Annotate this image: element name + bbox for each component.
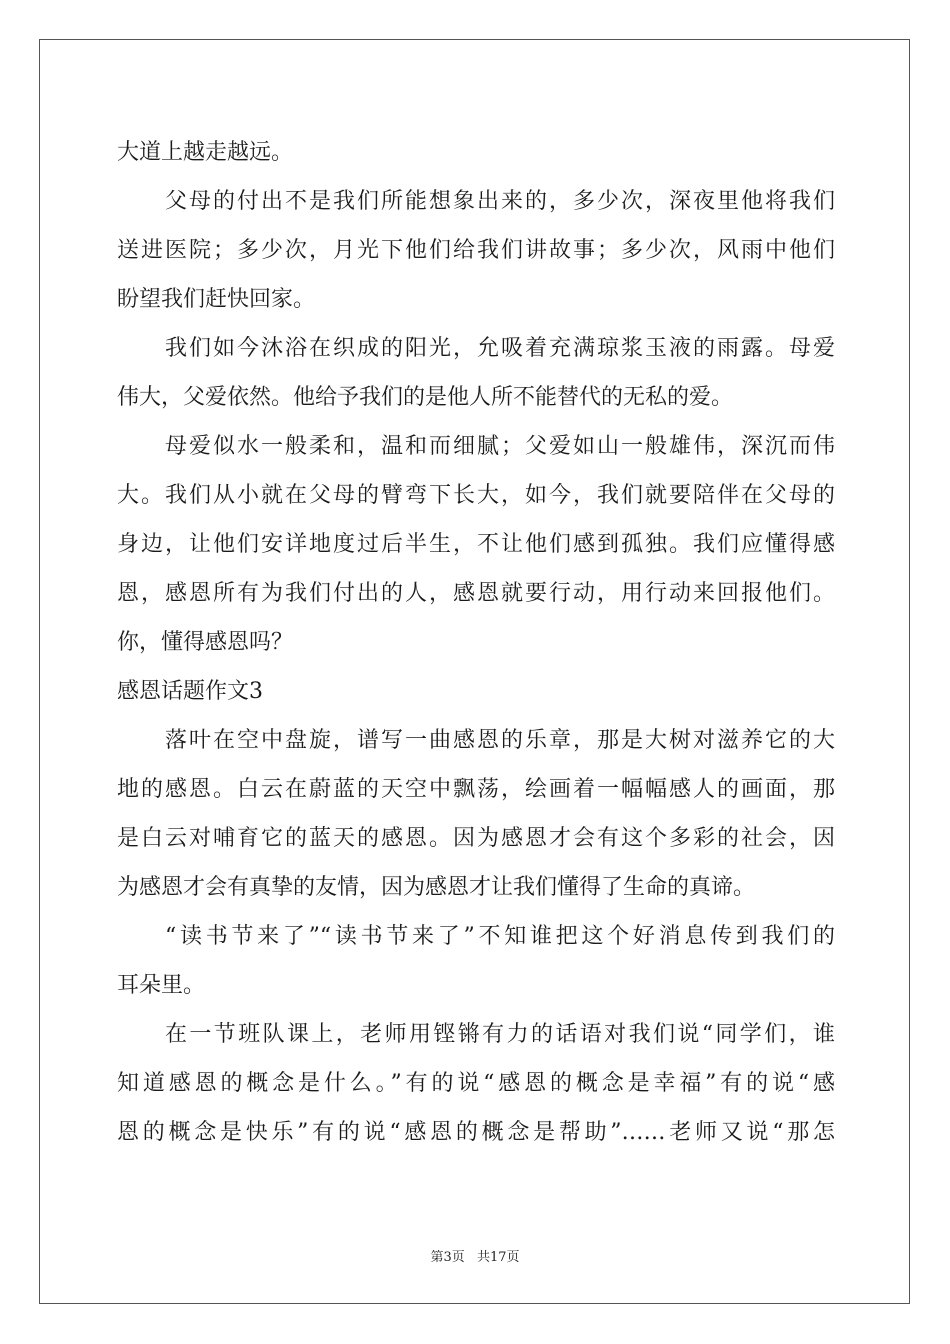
text-line: 盼望我们赶快回家。 [117,287,316,312]
document-body [117,128,835,1157]
section-heading: 感恩话题作文3 [117,679,263,704]
page-number: 第3页 [430,1250,465,1265]
text-line: 恩的概念是快乐”有的说“感恩的概念是帮助”……老师又说“那怎 [117,1120,835,1145]
text-line: 为感恩才会有真挚的友情，因为感恩才让我们懂得了生命的真谛。 [117,875,756,900]
text-line: 在一节班队课上，老师用铿锵有力的话语对我们说“同学们，谁 [165,1022,835,1047]
text-line: 母爱似水一般柔和，温和而细腻；父爱如山一般雄伟，深沉而伟 [165,434,835,459]
text-line: 知道感恩的概念是什么。”有的说“感恩的概念是幸福”有的说“感 [117,1071,835,1096]
text-line: 地的感恩。白云在蔚蓝的天空中飘荡，绘画着一幅幅感人的画面，那 [117,777,835,802]
text-line: 你，懂得感恩吗？ [117,630,294,655]
text-line: 我们如今沐浴在织成的阳光，允吸着充满琼浆玉液的雨露。母爱 [165,336,835,361]
text-line: 耳朵里。 [117,973,206,998]
text-line: 伟大，父爱依然。他给予我们的是他人所不能替代的无私的爱。 [117,385,734,410]
page-total: 共17页 [476,1250,520,1265]
text-line: 大。我们从小就在父母的臂弯下长大，如今，我们就要陪伴在父母的 [117,483,835,508]
text-line: 身边，让他们安详地度过后半生，不让他们感到孤独。我们应懂得感 [117,532,835,557]
text-line: 恩，感恩所有为我们付出的人，感恩就要行动，用行动来回报他们。 [117,581,835,606]
text-line: 大道上越走越远。 [117,140,294,165]
text-line: 送进医院；多少次，月光下他们给我们讲故事；多少次，风雨中他们 [117,238,835,263]
text-line: 父母的付出不是我们所能想象出来的，多少次，深夜里他将我们 [165,189,835,214]
text-line: 落叶在空中盘旋，谱写一曲感恩的乐章，那是大树对滋养它的大 [165,728,835,753]
text-line: 是白云对哺育它的蓝天的感恩。因为感恩才会有这个多彩的社会，因 [117,826,835,851]
text-line: “读书节来了”“读书节来了”不知谁把这个好消息传到我们的 [165,924,835,949]
page-footer [0,1246,950,1265]
